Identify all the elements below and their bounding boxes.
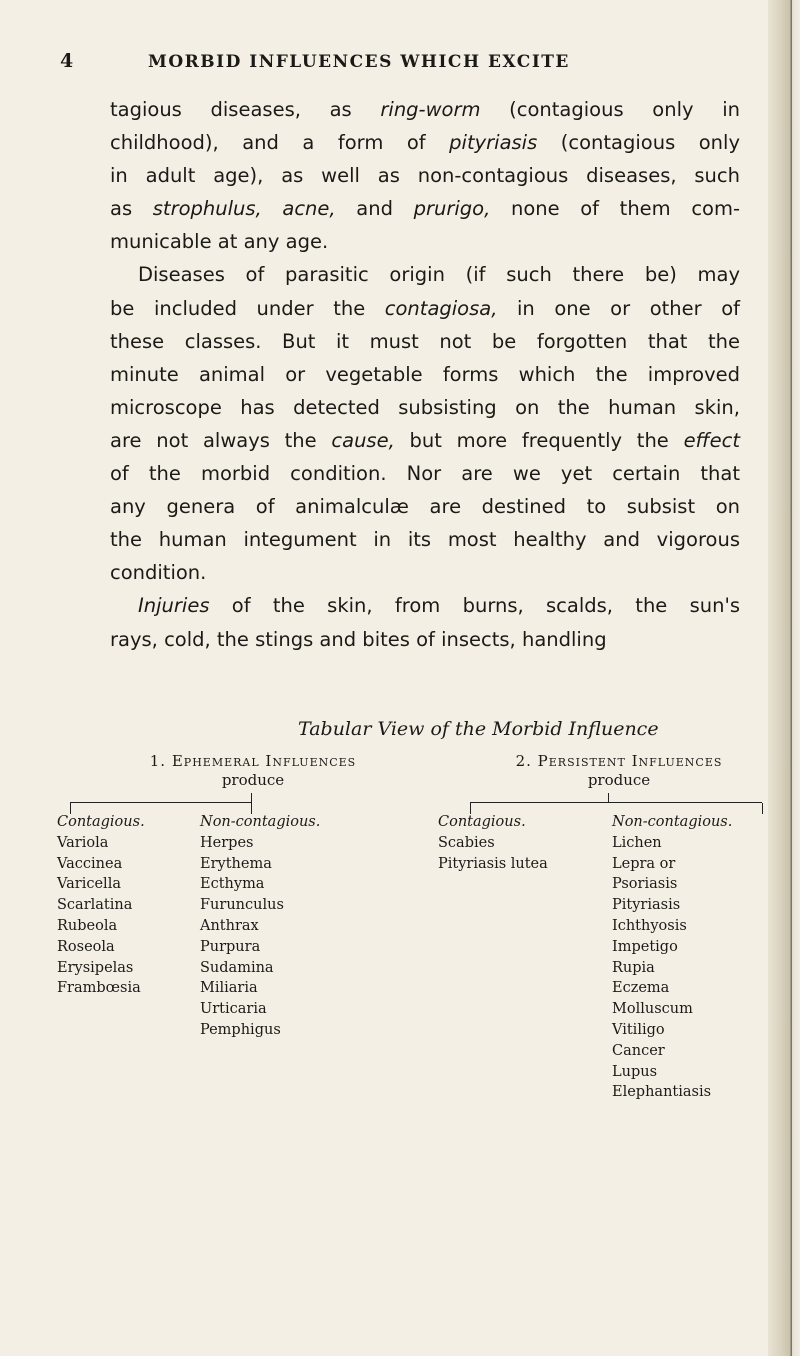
italic-run: pityriasis (449, 131, 538, 155)
disease-item: Cancer (612, 1042, 665, 1059)
group-heading-ephemeral (128, 752, 378, 770)
text-run: of the skin, from burns, scalds, the sun's (209, 594, 740, 618)
text-line (110, 623, 740, 656)
disease-item: Pemphigus (200, 1021, 281, 1038)
disease-item: Miliaria (200, 980, 258, 997)
text-line (110, 457, 740, 490)
disease-item: Lupus (612, 1063, 658, 1080)
text-line (110, 523, 740, 556)
table-title: Tabular View of the Morbid Influence (298, 718, 659, 740)
disease-item: Lepra or (612, 855, 676, 872)
bracket-bar (70, 802, 252, 803)
column-items (612, 833, 732, 1103)
bracket-bar (470, 802, 762, 803)
text-line (110, 325, 740, 358)
disease-item: Ecthyma (200, 876, 265, 893)
text-run: any genera of animalculæ are destined to subsist on (110, 495, 740, 519)
disease-item: Purpura (200, 938, 261, 955)
disease-item: Elephantiasis (612, 1084, 712, 1101)
text-run: (contagious only in (480, 98, 740, 121)
text-run: in one or other of (497, 296, 741, 320)
text-line (110, 391, 740, 424)
text-run: the human integument in its most healthy and vigorous (110, 528, 740, 552)
bracket-stem (608, 793, 609, 802)
text-run: microscope has detected subsisting on the human skin, (110, 395, 740, 419)
disease-item: Rubeola (57, 917, 118, 934)
column-ephemeral-contagious (57, 812, 145, 999)
text-line (110, 589, 740, 622)
text-line (110, 490, 740, 523)
disease-item: Erysipelas (57, 959, 134, 976)
page-edge-shadow (768, 0, 800, 1356)
body-text (110, 93, 740, 656)
italic-run: effect (683, 428, 740, 452)
disease-item: Scabies (438, 834, 495, 851)
disease-item: Urticaria (200, 1001, 267, 1018)
disease-item: Lichen (612, 834, 662, 851)
group-produce-persistent: produce (587, 771, 651, 789)
disease-item: Roseola (57, 938, 115, 955)
bracket-tick-right (762, 803, 763, 814)
text-line (110, 292, 740, 325)
disease-item: Anthrax (200, 917, 259, 934)
text-run: (contagious only (537, 131, 740, 155)
disease-item: Molluscum (612, 1001, 693, 1018)
text-run: municable at any age. (110, 230, 329, 254)
disease-item: Psoriasis (612, 876, 678, 893)
italic-run: prurigo, (413, 197, 491, 221)
text-run: minute animal or vegetable forms which the improved (110, 362, 740, 386)
text-run: none of them com- (490, 197, 741, 221)
italic-run: strophulus, acne, (152, 197, 336, 221)
text-run: and (335, 197, 414, 221)
page-number: 4 (60, 50, 74, 72)
group-heading-label: 2. Persistent Influences (515, 752, 723, 770)
italic-run: cause, (331, 428, 395, 452)
column-persistent-noncontagious (612, 812, 732, 1103)
text-line (110, 225, 740, 258)
column-heading: Non-contagious. (612, 814, 733, 830)
text-run: are not always the (110, 428, 332, 452)
text-run: of the morbid condition. Nor are we yet certain that (110, 462, 740, 486)
text-line (110, 126, 740, 159)
text-line (110, 424, 740, 457)
text-run: in adult age), as well as non-contagious diseases, such (110, 164, 740, 188)
disease-item: Impetigo (612, 938, 678, 955)
group-heading-label: 1. Ephemeral Influences (149, 752, 357, 770)
text-run: be included under the (110, 296, 385, 320)
disease-item: Sudamina (200, 959, 274, 976)
disease-item: Pityriasis (612, 897, 681, 914)
column-items (57, 833, 145, 999)
disease-item: Varicella (57, 876, 121, 893)
text-line (110, 258, 740, 291)
text-run: but more frequently the (394, 428, 684, 452)
column-items (200, 833, 320, 1041)
disease-item: Vitiligo (612, 1021, 665, 1038)
disease-item: Scarlatina (57, 897, 133, 914)
text-run: childhood), and a form of (110, 131, 450, 155)
disease-item: Herpes (200, 834, 254, 851)
running-head: MORBID INFLUENCES WHICH EXCITE (148, 52, 570, 72)
text-line (110, 192, 740, 225)
bracket-stem (251, 793, 252, 802)
column-heading: Contagious. (438, 814, 526, 830)
column-heading: Non-contagious. (200, 814, 321, 830)
italic-run: Injuries (138, 594, 210, 618)
text-run: tagious diseases, as (110, 98, 381, 121)
column-persistent-contagious (438, 812, 548, 874)
disease-item: Pityriasis lutea (438, 855, 548, 872)
text-line (110, 358, 740, 391)
text-line (110, 556, 740, 589)
column-items (438, 833, 548, 875)
group-heading-persistent (484, 752, 754, 770)
text-run: as (110, 197, 153, 221)
disease-item: Frambœsia (57, 980, 141, 997)
disease-item: Eczema (612, 980, 670, 997)
disease-item: Variola (57, 834, 109, 851)
text-line (110, 159, 740, 192)
disease-item: Furunculus (200, 897, 284, 914)
text-line (110, 93, 740, 126)
column-ephemeral-noncontagious (200, 812, 320, 1041)
text-run: condition. (110, 561, 207, 585)
italic-run: contagiosa, (384, 296, 498, 320)
disease-item: Vaccinea (57, 855, 123, 872)
italic-run: ring-worm (380, 98, 481, 121)
group-produce-ephemeral: produce (221, 771, 285, 789)
disease-item: Erythema (200, 855, 272, 872)
text-run: Diseases of parasitic origin (if such there be) may (138, 263, 740, 287)
text-run: these classes. But it must not be forgotten that the (110, 329, 740, 353)
text-run: rays, cold, the stings and bites of insects, handling (110, 627, 607, 651)
disease-item: Ichthyosis (612, 917, 687, 934)
disease-item: Rupia (612, 959, 655, 976)
column-heading: Contagious. (57, 814, 145, 830)
